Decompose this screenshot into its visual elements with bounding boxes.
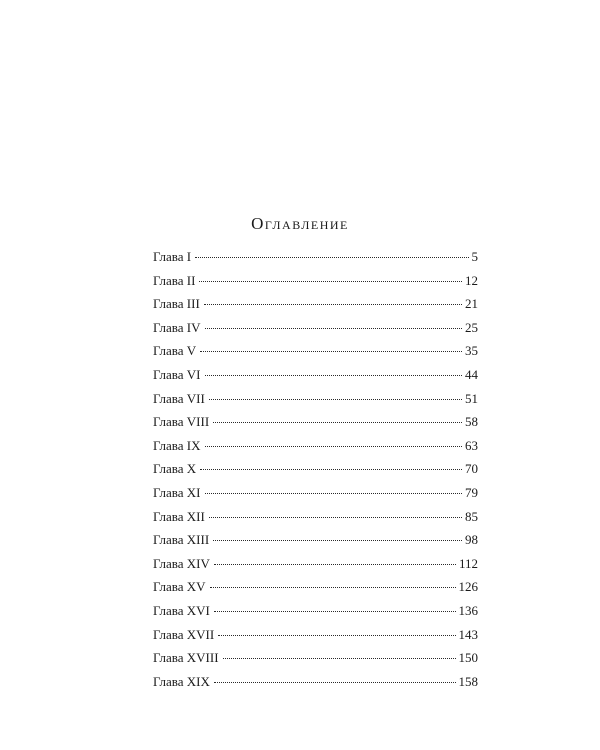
dot-leader (205, 493, 463, 494)
toc-entry-label: Глава I (153, 249, 192, 264)
toc-list (153, 248, 478, 696)
dot-leader (223, 658, 456, 659)
toc-entry[interactable] (153, 319, 478, 343)
toc-entry-page: 98 (465, 532, 478, 548)
toc-entry-label: Глава XVIII (153, 650, 219, 666)
toc-entry-label: Глава VI (153, 366, 201, 382)
toc-entry-page: 143 (458, 626, 478, 642)
toc-entry-page: 126 (458, 579, 478, 595)
toc-entry[interactable] (153, 342, 478, 366)
toc-entry[interactable] (153, 272, 478, 296)
toc-entry[interactable] (153, 673, 478, 697)
toc-entry-page: 70 (465, 461, 478, 477)
toc-entry-page: 112 (458, 555, 478, 571)
toc-entry-page: 150 (458, 650, 478, 666)
dot-leader (209, 399, 462, 400)
toc-entry-page: 21 (465, 296, 478, 312)
toc-entry-page: 85 (465, 508, 478, 524)
toc-entry[interactable] (153, 508, 478, 532)
toc-title: Оглавление (251, 214, 349, 233)
dot-leader (209, 517, 462, 518)
toc-entry-page: 5 (471, 249, 478, 264)
dot-leader (205, 375, 463, 376)
toc-entry-page: 25 (465, 319, 478, 335)
dot-leader (213, 422, 462, 423)
toc-entry-label: Глава XI (153, 484, 201, 500)
dot-leader (214, 611, 456, 612)
dot-leader (195, 257, 468, 258)
dot-leader (205, 328, 463, 329)
toc-entry[interactable] (153, 390, 478, 414)
toc-entry-label: Глава IX (153, 437, 201, 453)
toc-entry-label: Глава XII (153, 508, 205, 524)
toc-entry-page: 158 (458, 673, 478, 689)
toc-entry-label: Глава IV (153, 319, 201, 335)
toc-entry[interactable] (153, 578, 478, 602)
dot-leader (218, 635, 455, 636)
dot-leader (204, 304, 462, 305)
toc-entry-label: Глава XIV (153, 555, 210, 571)
dot-leader (214, 682, 456, 683)
toc-entry[interactable] (153, 413, 478, 437)
toc-entry[interactable] (153, 531, 478, 555)
dot-leader (200, 469, 462, 470)
toc-entry-page: 63 (465, 437, 478, 453)
toc-entry[interactable] (153, 248, 478, 272)
toc-entry[interactable] (153, 460, 478, 484)
toc-entry-label: Глава V (153, 343, 197, 359)
toc-entry-label: Глава XV (153, 579, 206, 595)
toc-entry-label: Глава II (153, 272, 196, 288)
toc-entry-page: 136 (458, 602, 478, 618)
dot-leader (213, 540, 462, 541)
toc-entry[interactable] (153, 295, 478, 319)
toc-entry-label: Глава XIII (153, 532, 210, 548)
toc-entry-label: Глава III (153, 296, 200, 312)
toc-entry-page: 58 (465, 414, 478, 430)
toc-entry[interactable] (153, 366, 478, 390)
toc-entry-label: Глава XIX (153, 673, 210, 689)
toc-entry[interactable] (153, 484, 478, 508)
toc-entry-label: Глава VII (153, 390, 205, 406)
dot-leader (200, 351, 462, 352)
toc-entry-page: 12 (465, 272, 478, 288)
toc-entry[interactable] (153, 437, 478, 461)
dot-leader (210, 587, 456, 588)
toc-entry-page: 51 (465, 390, 478, 406)
toc-entry-page: 44 (465, 366, 478, 382)
toc-entry[interactable] (153, 555, 478, 579)
toc-entry-label: Глава X (153, 461, 197, 477)
toc-entry-label: Глава XVII (153, 626, 215, 642)
dot-leader (214, 564, 456, 565)
toc-entry-page: 79 (465, 484, 478, 500)
toc-entry[interactable] (153, 649, 478, 673)
toc-entry-page: 35 (465, 343, 478, 359)
dot-leader (205, 446, 463, 447)
toc-entry-label: Глава VIII (153, 414, 210, 430)
toc-entry[interactable] (153, 602, 478, 626)
dot-leader (199, 281, 462, 282)
toc-entry[interactable] (153, 626, 478, 650)
toc-entry-label: Глава XVI (153, 602, 210, 618)
